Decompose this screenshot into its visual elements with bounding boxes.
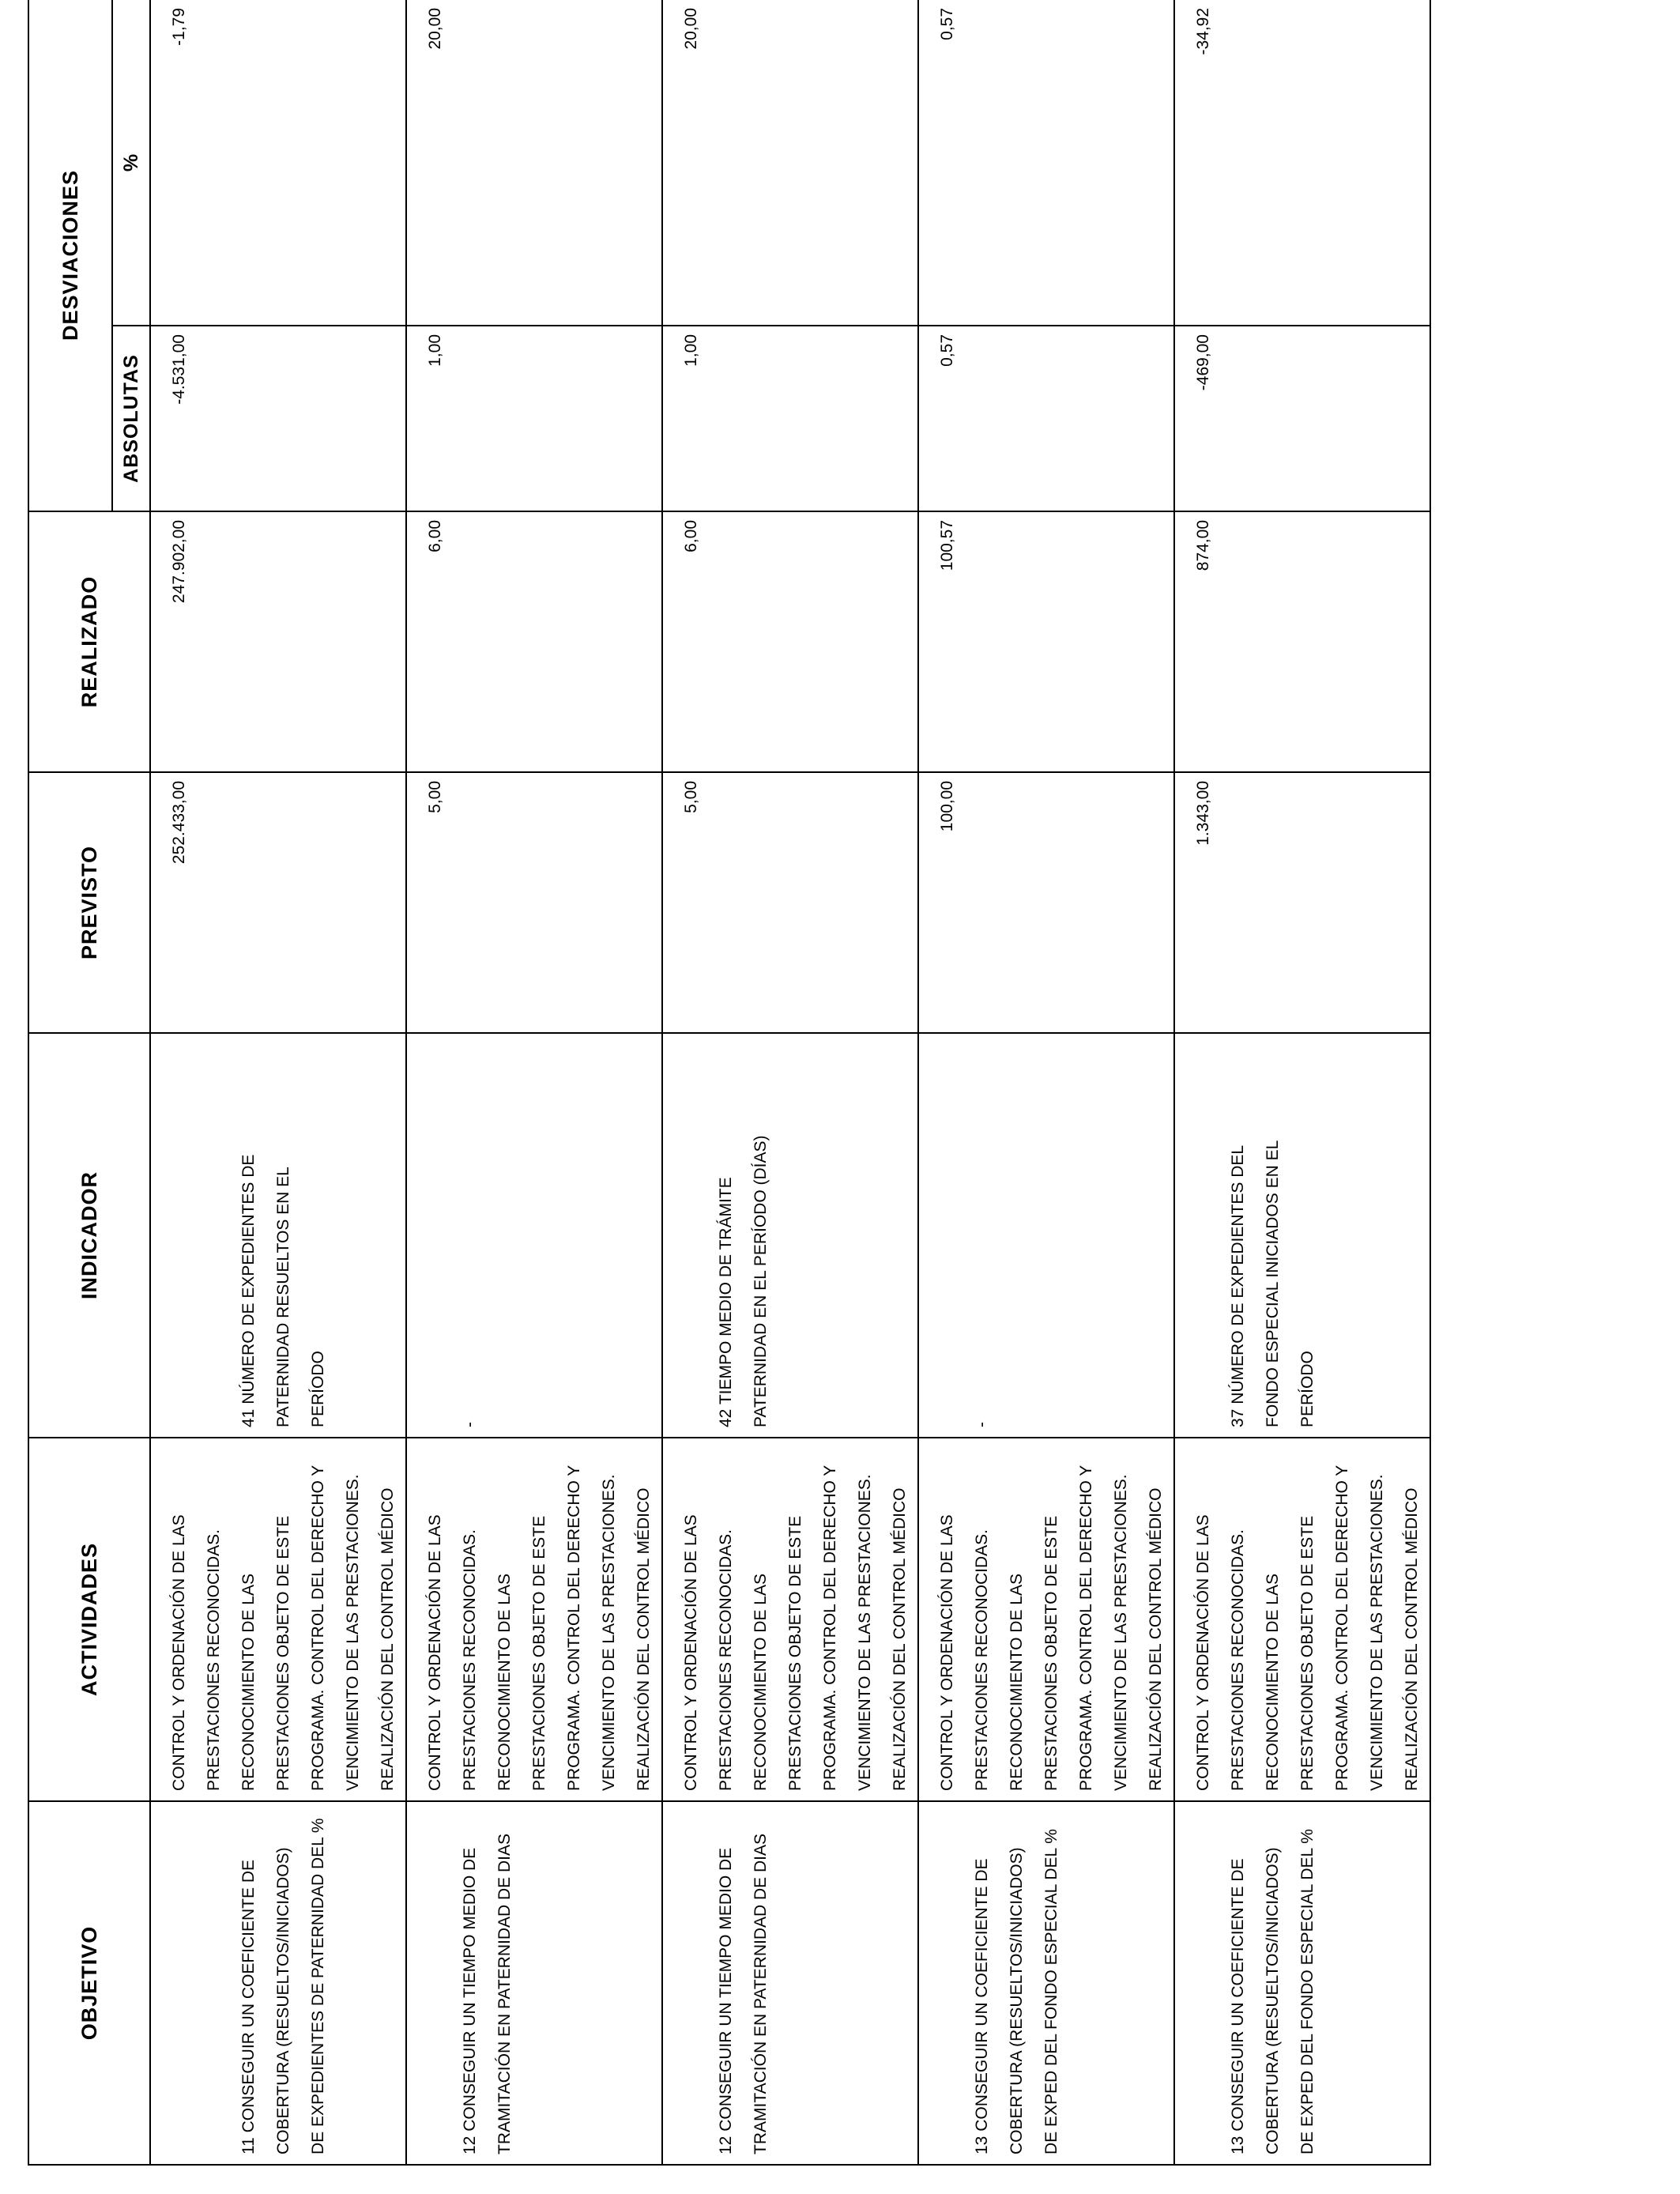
cell-realizado: 874,00 (1174, 511, 1430, 772)
header-percent: % (112, 0, 150, 326)
cell-percent: 20,00 (406, 0, 662, 326)
cell-percent: -34,92 (1174, 0, 1430, 326)
cell-actividades: CONTROL Y ORDENACIÓN DE LAS PRESTACIONES RECONOCIDAS. RECONOCIMIENTO DE LAS PRESTACIONES OBJETO DE ESTE PROGRAMA. CONTROL DEL DERECHO Y VENCIMIENTO DE LAS PRESTACIONES. REALIZACIÓN DEL CONTROL MÉDICO (150, 1438, 406, 1801)
header-row (28, 0, 112, 2165)
cell-absolutas: -4.531,00 (150, 326, 406, 511)
header-desviaciones: DESVIACIONES (28, 0, 112, 511)
objectives-table (28, 0, 1431, 2166)
cell-actividades: CONTROL Y ORDENACIÓN DE LAS PRESTACIONES RECONOCIDAS. RECONOCIMIENTO DE LAS PRESTACIONES OBJETO DE ESTE PROGRAMA. CONTROL DEL DERECHO Y VENCIMIENTO DE LAS PRESTACIONES. REALIZACIÓN DEL CONTROL MÉDICO (406, 1438, 662, 1801)
header-actividades: ACTIVIDADES (28, 1438, 150, 1801)
cell-indicador: 37 NÚMERO DE EXPEDIENTES DEL FONDO ESPECIAL INICIADOS EN EL PERÍODO (1174, 1033, 1430, 1438)
cell-indicador: 42 TIEMPO MEDIO DE TRÁMITE PATERNIDAD EN EL PERÍODO (DÍAS) (662, 1033, 918, 1438)
table-row (1174, 0, 1430, 2165)
header-realizado: REALIZADO (28, 511, 150, 772)
cell-percent: -1,79 (150, 0, 406, 326)
rotated-table-page (28, 0, 1421, 2166)
cell-realizado: 100,57 (918, 511, 1174, 772)
cell-percent: 0,57 (918, 0, 1174, 326)
header-absolutas: ABSOLUTAS (112, 326, 150, 511)
cell-previsto: 5,00 (406, 772, 662, 1033)
cell-percent: 20,00 (662, 0, 918, 326)
cell-objetivo: 12 CONSEGUIR UN TIEMPO MEDIO DE TRAMITACIÓN EN PATERNIDAD DE DIAS (406, 1801, 662, 2165)
cell-previsto: 100,00 (918, 772, 1174, 1033)
header-indicador: INDICADOR (28, 1033, 150, 1438)
cell-actividades: CONTROL Y ORDENACIÓN DE LAS PRESTACIONES RECONOCIDAS. RECONOCIMIENTO DE LAS PRESTACIONES OBJETO DE ESTE PROGRAMA. CONTROL DEL DERECHO Y VENCIMIENTO DE LAS PRESTACIONES. REALIZACIÓN DEL CONTROL MÉDICO (662, 1438, 918, 1801)
cell-previsto: 252.433,00 (150, 772, 406, 1033)
cell-absolutas: 1,00 (662, 326, 918, 511)
cell-previsto: 1.343,00 (1174, 772, 1430, 1033)
cell-actividades: CONTROL Y ORDENACIÓN DE LAS PRESTACIONES RECONOCIDAS. RECONOCIMIENTO DE LAS PRESTACIONES OBJETO DE ESTE PROGRAMA. CONTROL DEL DERECHO Y VENCIMIENTO DE LAS PRESTACIONES. REALIZACIÓN DEL CONTROL MÉDICO (1174, 1438, 1430, 1801)
cell-realizado: 6,00 (662, 511, 918, 772)
header-previsto: PREVISTO (28, 772, 150, 1033)
table-row (918, 0, 1174, 2165)
cell-objetivo: 13 CONSEGUIR UN COEFICIENTE DE COBERTURA (RESUELTOS/INICIADOS) DE EXPED DEL FONDO ESPECIAL DEL % (918, 1801, 1174, 2165)
cell-absolutas: -469,00 (1174, 326, 1430, 511)
table-row (662, 0, 918, 2165)
cell-realizado: 6,00 (406, 511, 662, 772)
cell-indicador: - (918, 1033, 1174, 1438)
cell-objetivo: 12 CONSEGUIR UN TIEMPO MEDIO DE TRAMITACIÓN EN PATERNIDAD DE DIAS (662, 1801, 918, 2165)
cell-actividades: CONTROL Y ORDENACIÓN DE LAS PRESTACIONES RECONOCIDAS. RECONOCIMIENTO DE LAS PRESTACIONES OBJETO DE ESTE PROGRAMA. CONTROL DEL DERECHO Y VENCIMIENTO DE LAS PRESTACIONES. REALIZACIÓN DEL CONTROL MÉDICO (918, 1438, 1174, 1801)
cell-indicador: - (406, 1033, 662, 1438)
cell-absolutas: 0,57 (918, 326, 1174, 511)
cell-previsto: 5,00 (662, 772, 918, 1033)
header-objetivo: OBJETIVO (28, 1801, 150, 2165)
cell-realizado: 247.902,00 (150, 511, 406, 772)
cell-objetivo: 11 CONSEGUIR UN COEFICIENTE DE COBERTURA (RESUELTOS/INICIADOS) DE EXPEDIENTES DE PATERNIDAD DEL % (150, 1801, 406, 2165)
cell-absolutas: 1,00 (406, 326, 662, 511)
table-row (150, 0, 406, 2165)
table-row (406, 0, 662, 2165)
cell-indicador: 41 NÚMERO DE EXPEDIENTES DE PATERNIDAD RESUELTOS EN EL PERÍODO (150, 1033, 406, 1438)
cell-objetivo: 13 CONSEGUIR UN COEFICIENTE DE COBERTURA (RESUELTOS/INICIADOS) DE EXPED DEL FONDO ESPECIAL DEL % (1174, 1801, 1430, 2165)
